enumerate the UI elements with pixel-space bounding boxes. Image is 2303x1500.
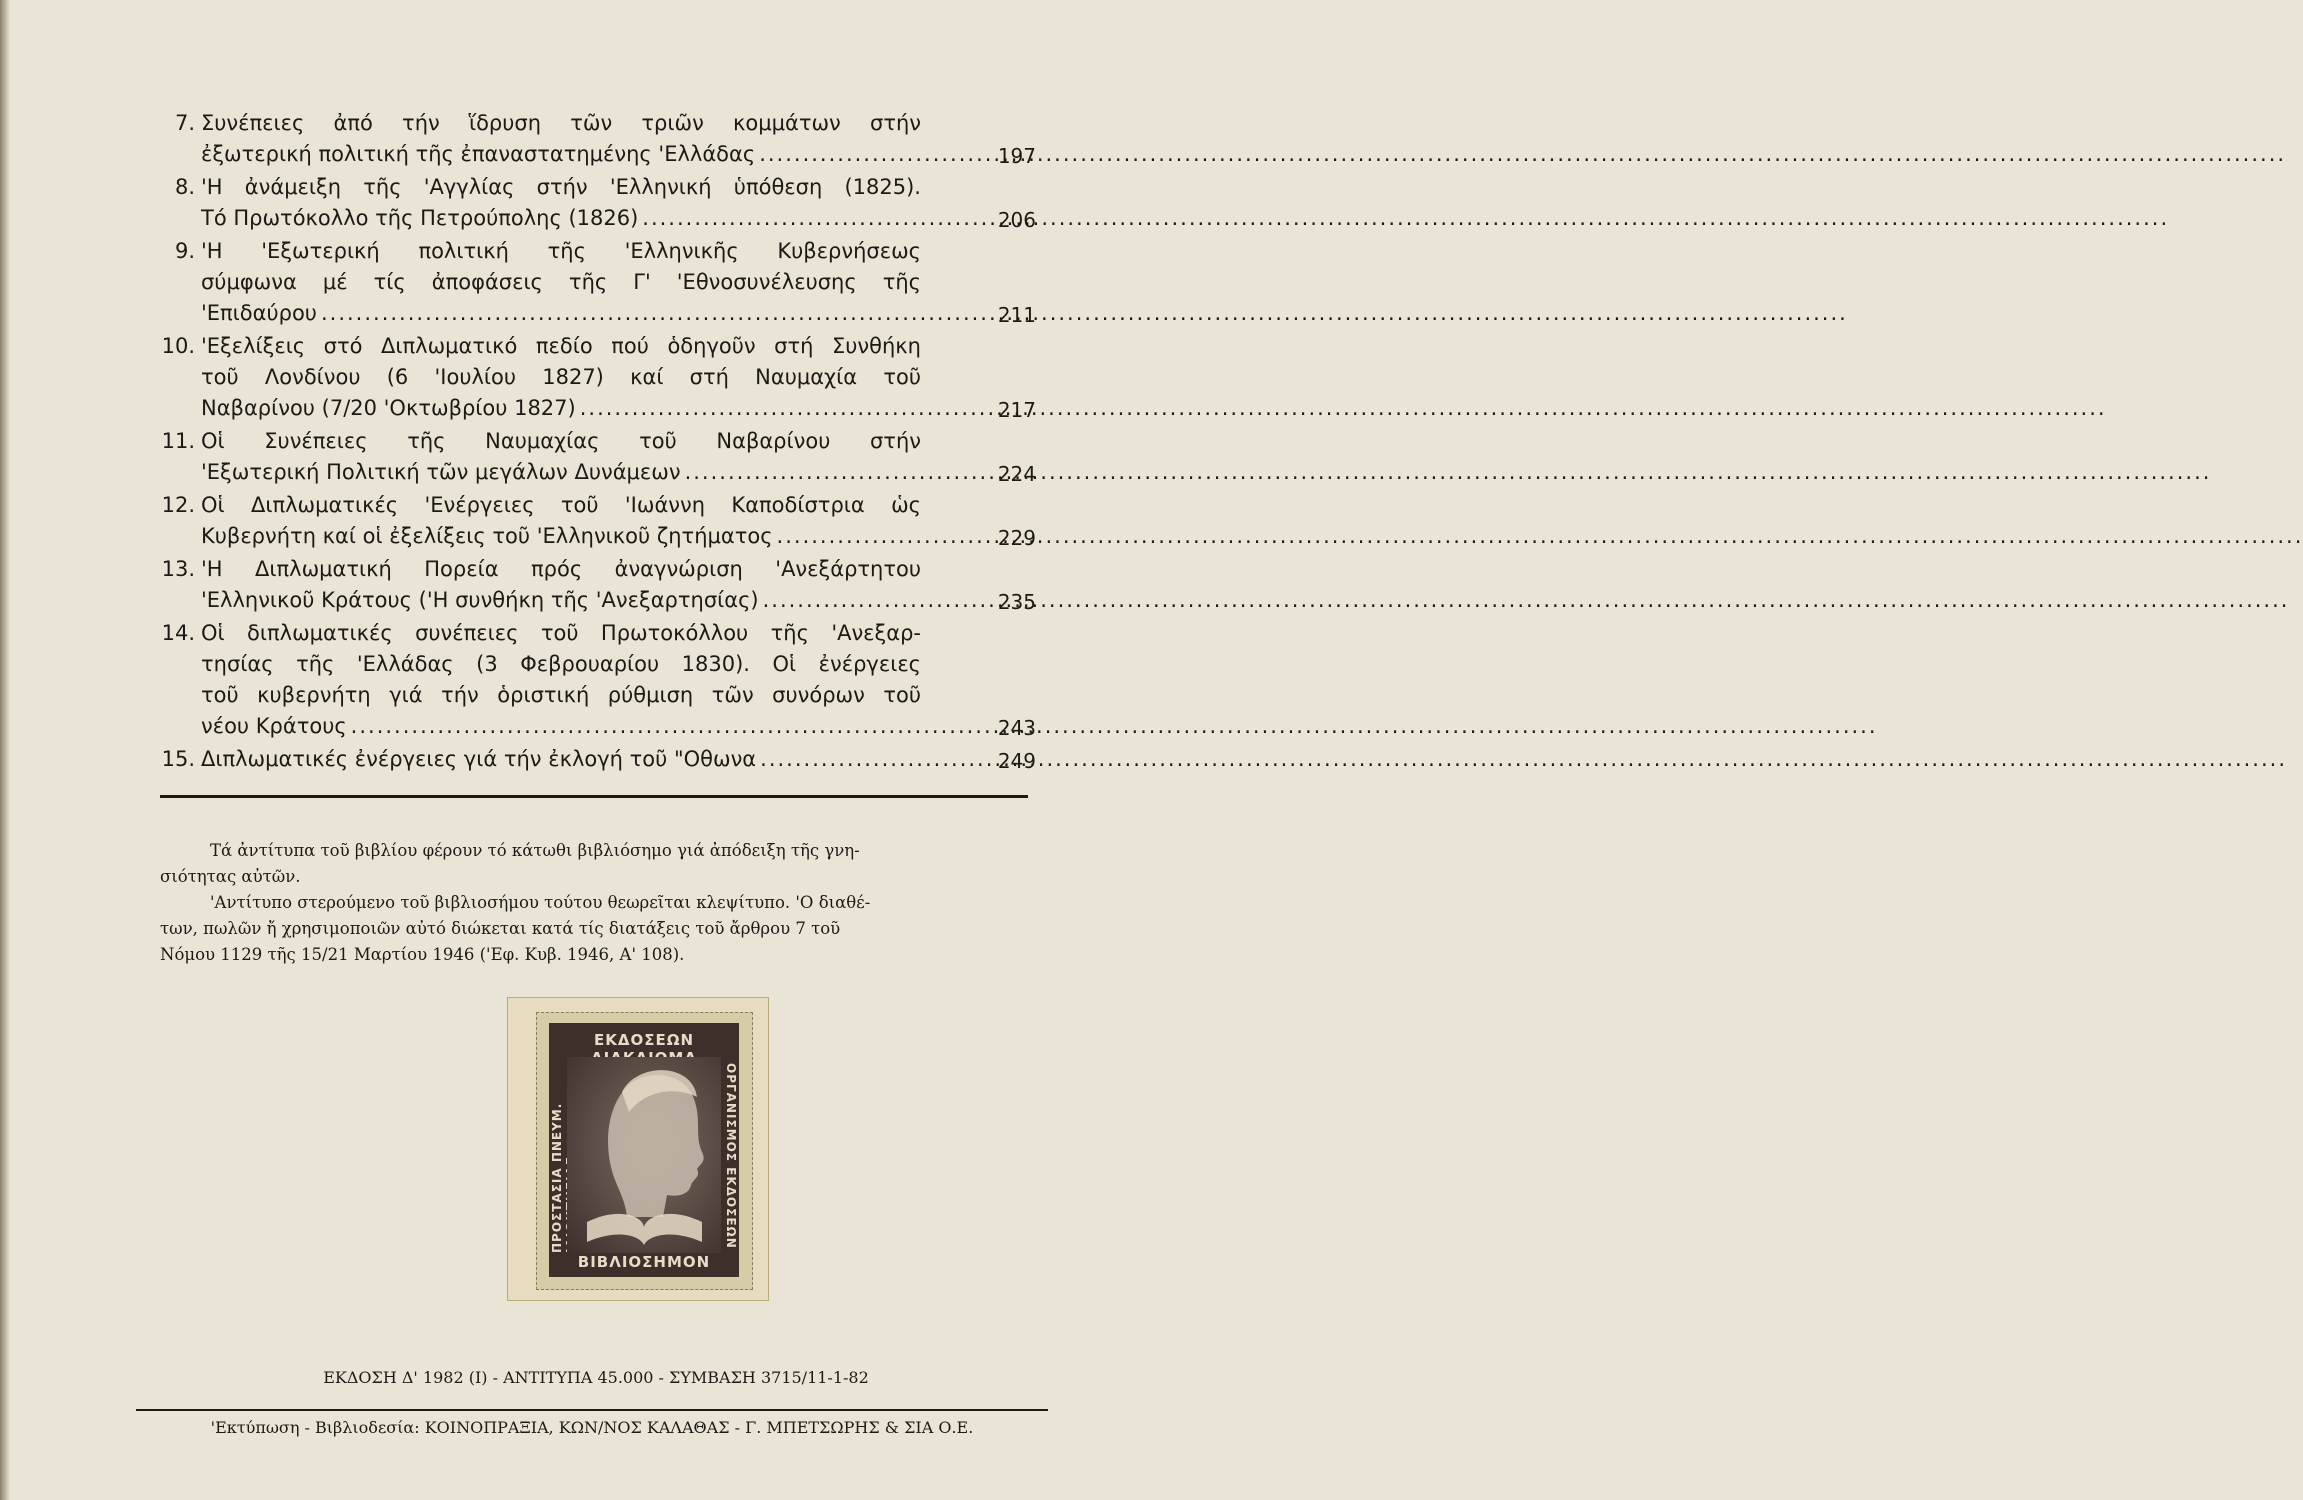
stamp-top-text: ΕΚΔΟΣΕΩΝ — [593, 1031, 695, 1049]
notice-line: σιότητας αὐτῶν. — [160, 867, 301, 886]
dot-leader — [642, 203, 2169, 234]
toc-title-line: τοῦ Λονδίνου (6 'Ιουλίου 1827) καί στή Ναυμαχία τοῦ — [201, 365, 921, 389]
toc-number: 10. — [161, 334, 195, 358]
toc-title-last-line — [201, 203, 921, 234]
toc-title-line: 'Ελληνικοῦ Κράτους ('Η συνθήκη τῆς 'Ανεξαρτησίας) — [201, 588, 759, 612]
toc-entry — [150, 108, 1036, 172]
toc-title — [201, 744, 921, 775]
toc-title — [201, 331, 921, 424]
athena-head-icon — [567, 1057, 721, 1253]
athena-portrait — [567, 1057, 721, 1253]
toc-title-line: 'Επιδαύρου — [201, 301, 317, 325]
toc-number: 12. — [161, 493, 195, 517]
toc-title-last-line — [201, 585, 921, 616]
footer-rule — [136, 1409, 1048, 1411]
notice-line: Τά ἀντίτυπα τοῦ βιβλίου φέρουν τό κάτωθι βιβλιόσημο γιά ἀπόδειξη τῆς γνη- — [210, 841, 860, 860]
toc-title-last-line — [201, 521, 921, 552]
toc-title-line: νέου Κράτους — [201, 714, 347, 738]
toc-title-line: Κυβερνήτη καί οἱ ἐξελίξεις τοῦ 'Ελληνικοῦ ζητήματος — [201, 524, 773, 548]
dot-leader — [351, 711, 1878, 742]
toc-title — [201, 554, 921, 616]
toc-title-line: Ναβαρίνου (7/20 'Οκτωβρίου 1827) — [201, 396, 576, 420]
toc-entry — [150, 426, 1036, 490]
toc-entry — [150, 331, 1036, 426]
toc-title — [201, 618, 921, 742]
toc-number: 15. — [161, 747, 195, 771]
toc-title-line: 'Εξελίξεις στό Διπλωματικό πεδίο πού ὁδηγοῦν στή Συνθήκη — [201, 334, 921, 358]
toc-title-line: τοῦ κυβερνήτη γιά τήν ὁριστική ρύθμιση τῶν συνόρων τοῦ — [201, 683, 921, 707]
toc-entry — [150, 490, 1036, 554]
page-edge — [0, 0, 10, 1500]
notice-line: των, πωλῶν ἤ χρησιμοποιῶν αὐτό διώκεται κατά τίς διατάξεις τοῦ ἄρθρου 7 τοῦ — [160, 919, 841, 938]
toc-page-number: 249 — [997, 749, 1036, 773]
toc-number: 11. — [161, 429, 195, 453]
stamp-image — [549, 1023, 739, 1277]
toc-number: 8. — [174, 175, 195, 199]
notice-line: Νόμου 1129 τῆς 15/21 Μαρτίου 1946 ('Εφ. Κυβ. 1946, Α' 108). — [160, 945, 685, 964]
toc-title-line: 'Εξωτερική Πολιτική τῶν μεγάλων Δυνάμεων — [201, 460, 681, 484]
edition-line: ΕΚΔΟΣΗ Δ' 1982 (I) - ΑΝΤΙΤΥΠΑ 45.000 - ΣΥΜΒΑΣΗ 3715/11-1-82 — [323, 1368, 869, 1387]
notice-line: 'Αντίτυπο στερούμενο τοῦ βιβλιοσήμου τούτου θεωρεῖται κλεψίτυπο. 'Ο διαθέ- — [210, 893, 871, 912]
toc-title-line: Οἱ Διπλωματικές 'Ενέργειες τοῦ 'Ιωάννη Καποδίστρια ὡς — [201, 493, 921, 517]
toc-title-line: 'Η Διπλωματική Πορεία πρός ἀναγνώριση 'Ανεξάρτητου — [201, 557, 921, 581]
book-stamp — [508, 998, 768, 1300]
stamp-bottom-text: ΒΙΒΛΙΟΣΗΜΟΝ — [577, 1253, 711, 1271]
toc-page-number: 217 — [997, 398, 1036, 422]
toc-title-line: Συνέπειες ἀπό τήν ἵδρυση τῶν τριῶν κομμάτων στήν — [201, 111, 921, 135]
toc-title-last-line — [201, 711, 921, 742]
toc-entry — [150, 554, 1036, 618]
dot-leader — [685, 457, 2212, 488]
toc-entry — [150, 172, 1036, 236]
toc-title — [201, 172, 921, 234]
toc-page-number: 211 — [997, 303, 1036, 327]
toc-title — [201, 236, 921, 329]
toc-number: 13. — [161, 557, 195, 581]
toc-number: 14. — [161, 621, 195, 645]
toc-title-last-line — [201, 298, 921, 329]
toc-title-line: Οἱ Συνέπειες τῆς Ναυμαχίας τοῦ Ναβαρίνου στήν — [201, 429, 921, 453]
toc-title-line: Τό Πρωτόκολλο τῆς Πετρούπολης (1826) — [201, 206, 639, 230]
toc-page-number: 224 — [997, 462, 1036, 486]
toc-number: 9. — [174, 239, 195, 263]
toc-title — [201, 426, 921, 488]
dot-leader — [321, 298, 1848, 329]
toc-title-line: Οἱ διπλωματικές συνέπειες τοῦ Πρωτοκόλλου τῆς 'Ανεξαρ- — [201, 621, 921, 645]
bookstamp-notice — [160, 838, 1032, 968]
toc-title-line: τησίας τῆς 'Ελλάδας (3 Φεβρουαρίου 1830). Οἱ ἐνέργειες — [201, 652, 921, 676]
stamp-right-text: ΟΡΓΑΝΙΣΜΟΣ ΕΚΔΟΣΕΩΝ — [724, 1063, 738, 1249]
toc-entry — [150, 744, 1036, 777]
toc-title-last-line — [201, 457, 921, 488]
toc-number: 7. — [174, 111, 195, 135]
toc-title-line: Διπλωματικές ἐνέργειες γιά τήν ἐκλογή τοῦ "Οθωνα — [201, 747, 757, 771]
toc-entry — [150, 236, 1036, 331]
toc-entry — [150, 618, 1036, 744]
toc-title-line: 'Η 'Εξωτερική πολιτική τῆς 'Ελληνικῆς Κυβερνήσεως — [201, 239, 921, 263]
toc-page-number: 243 — [997, 716, 1036, 740]
toc-title — [201, 108, 921, 170]
toc-page-number: 235 — [997, 590, 1036, 614]
toc-title — [201, 490, 921, 552]
toc-page-number: 229 — [997, 526, 1036, 550]
toc-title-last-line — [201, 393, 921, 424]
toc-title-line: 'Η ἀνάμειξη τῆς 'Αγγλίας στήν 'Ελληνική ὑπόθεση (1825). — [201, 175, 921, 199]
toc-title-last-line — [201, 139, 921, 170]
dot-leader — [580, 393, 2107, 424]
toc-page-number: 206 — [997, 208, 1036, 232]
toc-title-last-line — [201, 744, 921, 775]
toc-title-line: σύμφωνα μέ τίς ἀποφάσεις τῆς Γ' 'Εθνοσυνέλευσης τῆς — [201, 270, 921, 294]
toc-title-line: ἐξωτερική πολιτική τῆς ἐπαναστατημένης 'Ελλάδας — [201, 142, 756, 166]
divider-rule — [160, 795, 1028, 798]
printer-line: 'Εκτύπωση - Βιβλιοδεσία: ΚΟΙΝΟΠΡΑΞΙΑ, ΚΩΝ/ΝΟΣ ΚΑΛΑΘΑΣ - Γ. ΜΠΕΤΣΩΡΗΣ & ΣΙΑ Ο.Ε. — [210, 1418, 974, 1437]
stamp-perforation-frame — [536, 1012, 753, 1290]
toc-page-number: 197 — [997, 144, 1036, 168]
table-of-contents — [150, 108, 1036, 777]
stamp-left-text: ΠΡΟΣΤΑΣΙΑ ΠΝΕΥΜ. — [550, 1102, 564, 1253]
